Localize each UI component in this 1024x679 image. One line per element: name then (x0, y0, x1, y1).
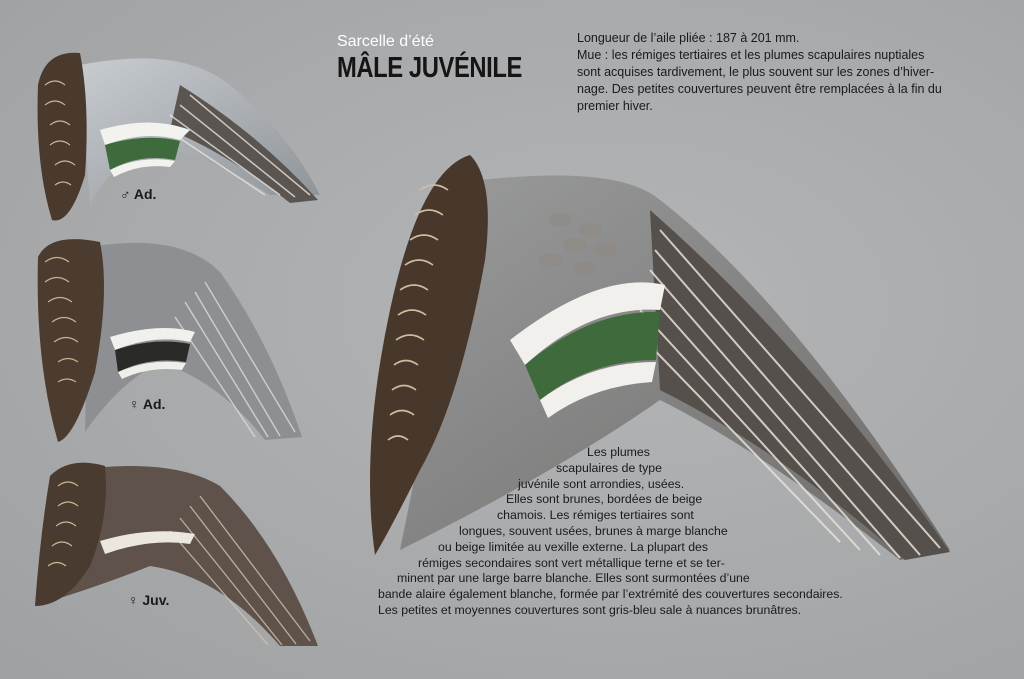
wing-image-female-juvenile (30, 456, 320, 651)
intro-line: Mue : les rémiges tertiaires et les plumes scapulaires nuptiales (577, 48, 925, 62)
page-title: MÂLE JUVÉNILE (337, 52, 522, 84)
description-line: minent par une large barre blanche. Elles sont surmontées d’une (397, 571, 750, 586)
description-line: ou beige limitée au vexille externe. La plupart des (438, 539, 709, 554)
description-line: rémiges secondaires sont vert métallique terne et se ter- (418, 555, 725, 570)
description-line: scapulaires de type (556, 460, 662, 475)
wing-image-female-adult (30, 232, 310, 447)
intro-line: Longueur de l’aile pliée : 187 à 201 mm. (577, 31, 800, 45)
wing-caption-female-juvenile: ♀ Juv. (128, 592, 170, 608)
wing-caption-male-adult: ♂ Ad. (120, 186, 157, 202)
description-line: longues, souvent usées, brunes à marge blanche (459, 523, 728, 538)
wing-caption-female-adult: ♀ Ad. (129, 396, 166, 412)
intro-line: sont acquises tardivement, le plus souvent sur les zones d’hiver- (577, 65, 935, 79)
description-text (370, 445, 890, 619)
intro-paragraph (577, 30, 977, 115)
wing-image-male-adult (30, 45, 325, 230)
description-line: bande alaire également blanche, formée par l’extrémité des couvertures secondaires. (378, 587, 843, 602)
description-line: juvénile sont arrondies, usées. (518, 476, 685, 491)
description-line: Elles sont brunes, bordées de beige (506, 492, 703, 507)
description-line: Les plumes (587, 445, 650, 459)
description-line: chamois. Les rémiges tertiaires sont (497, 508, 694, 523)
intro-line: premier hiver. (577, 99, 653, 113)
intro-line: nage. Des petites couvertures peuvent être remplacées à la fin du (577, 82, 942, 96)
species-name: Sarcelle d’été (337, 33, 434, 50)
description-line: Les petites et moyennes couvertures sont gris-bleu sale à nuances brunâtres. (378, 602, 802, 617)
